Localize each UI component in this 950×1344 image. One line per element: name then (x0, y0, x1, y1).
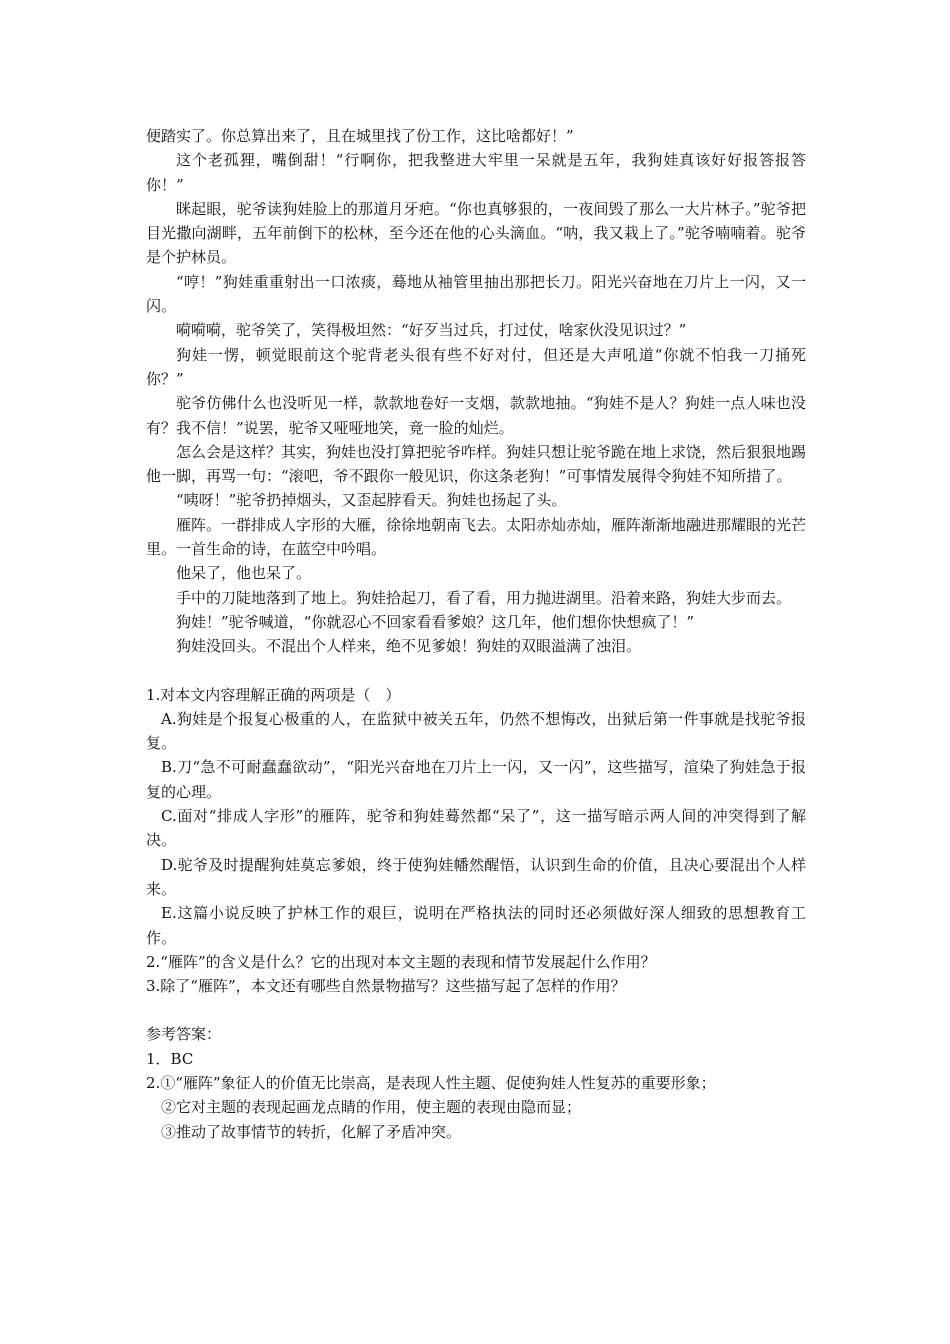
story-paragraph: 狗娃一愣，顿觉眼前这个驼背老头很有些不好对付，但还是大声吼道“你就不怕我一刀捅死你？” (146, 345, 806, 388)
story-paragraph: 他呆了，他也呆了。 (176, 564, 312, 583)
answers-heading: 参考答案： (146, 1025, 222, 1044)
document-content (146, 124, 806, 1144)
story-paragraph: 眯起眼，驼爷读狗娃脸上的那道月牙疤。“你也真够狠的，一夜间毁了那么一大片林子。”驼爷把目光撒向湖畔，五年前倒下的松林，至今还在他的心头滴血。“呐，我又栽上了。”驼爷喃喃着。驼爷是个护林员。 (146, 199, 806, 267)
answer-1: 1．BC (146, 1049, 194, 1068)
story-paragraph: 便踏实了。你总算出来了，且在城里找了份工作，这比啥都好！” (146, 127, 574, 145)
question-2: 2.“雁阵”的含义是什么？它的出现对本文主题的表现和情节发展起什么作用？ (146, 952, 656, 971)
option-a: A.狗娃是个报复心极重的人，在监狱中被关五年，仍然不想悔改，出狱后第一件事就是找驼爷报复。 (146, 709, 806, 753)
story-text (146, 124, 806, 659)
option-b: B.刀“急不可耐蠢蠢欲动”，“阳光兴奋地在刀片上一闪，又一闪”，这些描写，渲染了狗娃急于报复的心理。 (146, 758, 806, 801)
section-spacer (146, 998, 806, 1022)
story-paragraph: “咦呀！”驼爷扔掉烟头，又歪起脖看天。狗娃也扬起了头。 (176, 491, 567, 510)
story-paragraph: 嗬嗬嗬，驼爷笑了，笑得极坦然：“好歹当过兵，打过仗，啥家伙没见识过？” (176, 321, 687, 340)
option-e: E.这篇小说反映了护林工作的艰巨，说明在严格执法的同时还必须做好深人细致的思想教育工作。 (146, 904, 806, 947)
story-paragraph: 怎么会是这样？其实，狗娃也没打算把驼爷咋样。狗娃只想让驼爷跪在地上求饶，然后狠狠地踢他一脚，再骂一句：“滚吧，爷不跟你一般见识，你这条老狗！”可事情发展得令狗娃不知所措了。 (146, 442, 807, 486)
story-paragraph: 雁阵。一群排成人字形的大雁，徐徐地朝南飞去。太阳赤灿赤灿，雁阵渐渐地融进那耀眼的光芒里。一首生命的诗，在蓝空中吟唱。 (146, 515, 807, 559)
option-c: C.面对“排成人字形”的雁阵，驼爷和狗娃蓦然都“呆了”，这一描写暗示两人间的冲突得到了解决。 (146, 807, 806, 850)
answers-section (146, 1022, 806, 1143)
question-3: 3.除了“雁阵”，本文还有哪些自然景物描写？这些描写起了怎样的作用？ (146, 977, 626, 996)
option-d: D.驼爷及时提醒狗娃莫忘爹娘，终于使狗娃幡然醒悟，认识到生命的价值，且决心要混出个人样来。 (146, 855, 806, 898)
story-paragraph: 狗娃没回头。不混出个人样来，绝不见爹娘！狗娃的双眼溢满了浊泪。 (176, 637, 642, 656)
story-paragraph: 狗娃！”驼爷喊道，“你就忍心不回家看看爹娘？这几年，他们想你快想疯了！” (176, 612, 695, 631)
section-spacer (146, 659, 806, 683)
story-paragraph: 手中的刀陡地落到了地上。狗娃拾起刀，看了看，用力抛进湖里。沿着来路，狗娃大步而去。 (176, 588, 792, 607)
question-1: 1.对本文内容理解正确的两项是（ ） (146, 685, 401, 704)
answer-2-part-1: 2.①“雁阵”象征人的价值无比崇高，是表现人性主题、促使狗娃人性复苏的重要形象； (146, 1073, 716, 1092)
story-paragraph: “哼！”狗娃重重射出一口浓痰，蓦地从袖管里抽出那把长刀。阳光兴奋地在刀片上一闪，又一闪。 (146, 272, 806, 316)
answer-2-part-2: ②它对主题的表现起画龙点睛的作用，使主题的表现由隐而显； (161, 1098, 582, 1117)
story-paragraph: 这个老孤狸，嘴倒甜！“行啊你，把我整进大牢里一呆就是五年，我狗娃真该好好报答报答你！” (146, 151, 806, 194)
answer-2-part-3: ③推动了故事情节的转折，化解了矛盾冲突。 (161, 1122, 462, 1141)
story-paragraph: 驼爷仿佛什么也没听见一样，款款地卷好一支烟，款款地抽。“狗娃不是人？狗娃一点人味也没有？我不信！”说罢，驼爷又哑哑地笑，竟一脸的灿烂。 (146, 394, 806, 437)
questions-section (146, 683, 806, 999)
